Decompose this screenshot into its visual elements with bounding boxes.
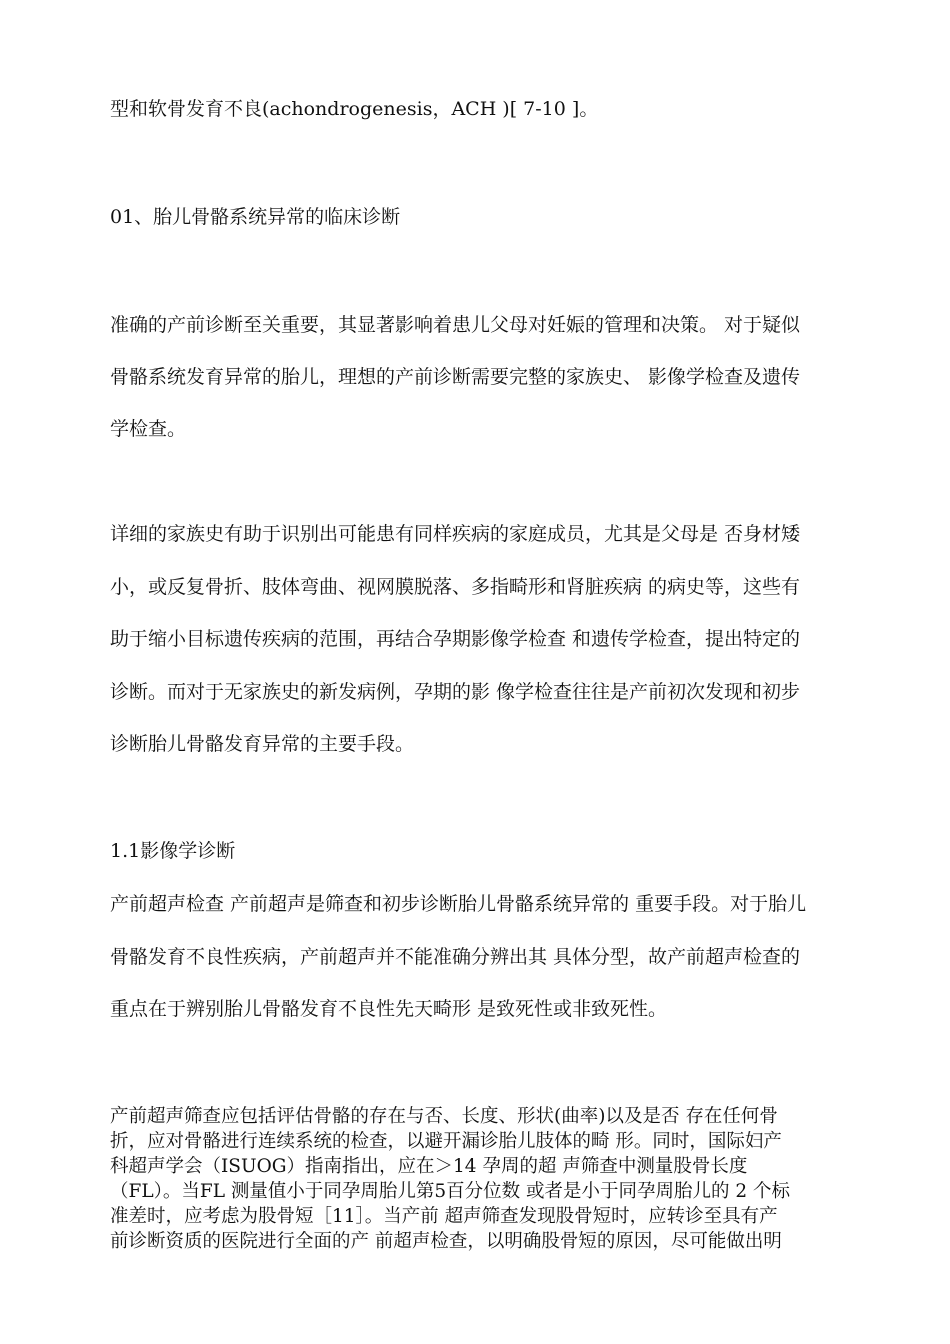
text-line: 小，或反复骨折、肢体弯曲、视网膜脱落、多指畸形和肾脏疾病 的病史等，这些有 bbox=[110, 576, 801, 598]
text-line: 准确的产前诊断至关重要，其显著影响着患儿父母对妊娠的管理和决策。 对于疑似 bbox=[110, 314, 801, 336]
text-line: 产前超声检查 产前超声是筛查和初步诊断胎儿骨骼系统异常的 重要手段。对于胎儿 bbox=[110, 893, 807, 915]
text-line: 骨骼发育不良性疾病，产前超声并不能准确分辨出其 具体分型，故产前超声检查的 bbox=[110, 946, 801, 968]
text-line: 准差时，应考虑为股骨短［11］。当产前 超声筛查发现股骨短时，应转诊至具有产 bbox=[110, 1206, 778, 1227]
text-line: 型和软骨发育不良(achondrogenesis，ACH )[ 7-10 ]。 bbox=[110, 98, 599, 120]
section-heading: 01、胎儿骨骼系统异常的临床诊断 bbox=[110, 206, 401, 228]
text-line: 诊断。而对于无家族史的新发病例，孕期的影 像学检查往往是产前初次发现和初步 bbox=[110, 681, 801, 703]
text-line: 产前超声筛查应包括评估骨骼的存在与否、长度、形状(曲率)以及是否 存在任何骨 bbox=[110, 1106, 778, 1127]
text-line: 重点在于辨别胎儿骨骼发育不良性先天畸形 是致死性或非致死性。 bbox=[110, 998, 668, 1020]
subsection-heading: 1.1影像学诊断 bbox=[110, 840, 236, 862]
text-line: 骨骼系统发育异常的胎儿，理想的产前诊断需要完整的家族史、 影像学检查及遗传 bbox=[110, 366, 801, 388]
text-line: 前诊断资质的医院进行全面的产 前超声检查，以明确股骨短的原因，尽可能做出明 bbox=[110, 1231, 782, 1252]
text-line: 折，应对骨骼进行连续系统的检查，以避开漏诊胎儿肢体的畸 形。同时，国际妇产 bbox=[110, 1131, 782, 1152]
text-line: 科超声学会（ISUOG）指南指出，应在＞14 孕周的超 声筛查中测量股骨长度 bbox=[110, 1156, 748, 1177]
text-line: 详细的家族史有助于识别出可能患有同样疾病的家庭成员，尤其是父母是 否身材矮 bbox=[110, 523, 801, 545]
text-line: 助于缩小目标遗传疾病的范围，再结合孕期影像学检查 和遗传学检查，提出特定的 bbox=[110, 628, 801, 650]
text-line: （FL）。当FL 测量值小于同孕周胎儿第5百分位数 或者是小于同孕周胎儿的 2 个标 bbox=[110, 1181, 791, 1202]
text-line: 学检查。 bbox=[110, 418, 187, 440]
text-line: 诊断胎儿骨骼发育异常的主要手段。 bbox=[110, 733, 415, 755]
